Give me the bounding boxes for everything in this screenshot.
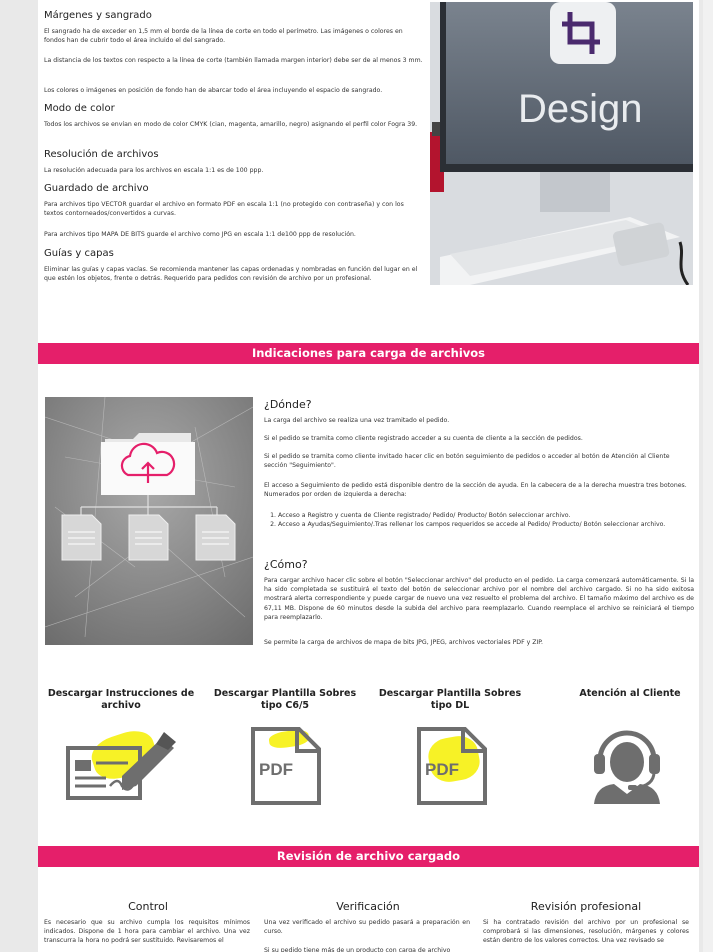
download-template-dl-title[interactable]: Descargar Plantilla Sobres tipo DL [378,688,522,711]
download-template-c65-title[interactable]: Descargar Plantilla Sobres tipo C6/5 [213,688,357,711]
where-text-3: Si el pedido se tramita como cliente invitado hacer clic en botón seguimiento de pedidos o acceder al botón de Atención al Cliente sección "Seguimiento". [264,453,670,470]
how-text-1: Para cargar archivo hacer clic sobre el botón "Seleccionar archivo" del producto en el pedido. La carga comenzará automáticamente. Si la ha sido completada se sustituirá el texto del botón de seleccionar archivo por el nombre del archivo cargado. Si no ha sido exitosa mostrará alerta correspondiente y puede cargar de nuevo una vez resuelto el problema del archivo. El tamaño máximo del archivo es de 67,11 MB. Dispone de 60 minutos desde la subida del archivo para reemplazarlo. Cuando reemplace el archivo se reiniciará el tiempo para reemplazarlo. [264,577,694,621]
professional-review-heading: Revisión profesional [530,900,642,913]
color-mode-heading: Modo de color [44,103,115,114]
monitor-design-text: Design [518,87,643,131]
control-text: Es necesario que su archivo cumpla los requisitos mínimos indicados. Dispone de 1 hora para cambiar el archivo. Una vez transcurra la hora no podrá ser sustituido. Revisaremos el [44,919,250,945]
save-file-text-1: Para archivos tipo VECTOR guardar el archivo en formato PDF en escala 1:1 (no protegido con contraseña) y con los textos contorneados/convertidos a curvas. [44,201,404,218]
margins-text-2: La distancia de los textos con respecto a la línea de corte (también llamada margen interior) debe ser de al menos 3 mm. [44,57,423,64]
download-instructions-title[interactable]: Descargar Instrucciones de archivo [47,688,195,711]
where-text-2: Si el pedido se tramita como cliente registrado acceder a su cuenta de cliente a la sección de pedidos. [264,435,583,442]
margins-text-3: Los colores o imágenes en posición de fondo han de abarcar todo el área incluyendo el espacio de sangrado. [44,87,383,94]
margins-text-1: El sangrado ha de exceder en 1,5 mm el borde de la línea de corte en todo el perímetro. Las imágenes o colores en fondos han de cubrir todo el área incluido el del sangrado. [44,28,403,45]
where-step-1: 1. Acceso a Registro y cuenta de Cliente registrado/ Pedido/ Producto/ Botón seleccionar archivo. [278,511,694,520]
guides-text: Eliminar las guías y capas vacías. Se recomienda mantener las capas ordenadas y nombradas en función del lugar en el que estén los objetos, frente o detrás. Requerido para pedidos con revisión de archivo por un profesional. [44,266,418,283]
control-heading: Control [128,900,168,913]
professional-review-text: Si ha contratado revisión del archivo por un profesional se comprobará si las dimensiones, resolución, márgenes y colores están dentro de los valores correctos. Una vez revisado se [483,919,689,945]
page-scrollbar[interactable] [703,0,713,952]
contract-signing-icon[interactable] [66,728,178,804]
save-file-text-2: Para archivos tipo MAPA DE BITS guarde el archivo como JPG en escala 1:1 de100 ppp de resolución. [44,231,356,238]
pdf-icon-label: PDF [425,760,459,779]
customer-service-title[interactable]: Atención al Cliente [579,688,681,699]
file-upload-image [45,397,253,645]
verification-heading: Verificación [336,900,400,913]
save-file-heading: Guardado de archivo [44,183,149,194]
verification-text: Una vez verificado el archivo su pedido pasará a preparación en curso. [264,919,470,936]
guides-heading: Guías y capas [44,248,114,259]
resolution-heading: Resolución de archivos [44,149,159,160]
design-monitor-image [430,2,693,285]
where-step-2: 2. Acceso a Ayudas/Seguimiento/.Tras rellenar los campos requeridos se accede al Pedido/ Producto/ Botón seleccionar archivo. [278,520,694,529]
where-heading: ¿Dónde? [264,398,312,411]
page-content [38,0,699,952]
where-text-4: El acceso a Seguimiento de pedido está disponible dentro de la sección de ayuda. En la cabecera de a la derecha muestra tres botones. Numerados por orden de izquierda a derecha: [264,482,687,499]
resolution-text: La resolución adecuada para los archivos en escala 1:1 es de 100 ppp. [44,167,264,174]
where-text-1: La carga del archivo se realiza una vez tramitado el pedido. [264,417,450,424]
how-text-2: Se permite la carga de archivos de mapa de bits JPG, JPEG, archivos vectoriales PDF y ZIP. [264,639,544,646]
upload-instructions-band: Indicaciones para carga de archivos [38,343,699,364]
color-mode-text: Todos los archivos se envían en modo de color CMYK (cian, magenta, amarillo, negro) asignando el perfil color Fogra 39. [44,121,418,128]
verification-text-2: Si su pedido tiene más de un producto con carga de archivo [264,947,451,952]
where-steps-list [264,511,694,529]
file-review-band: Revisión de archivo cargado [38,846,699,867]
pdf-icon-label: PDF [259,760,293,779]
pdf-file-icon[interactable] [251,727,323,805]
margins-heading: Márgenes y sangrado [44,10,152,21]
how-heading: ¿Cómo? [264,558,308,571]
pdf-file-icon[interactable] [417,727,489,805]
headset-agent-icon[interactable] [590,720,664,804]
